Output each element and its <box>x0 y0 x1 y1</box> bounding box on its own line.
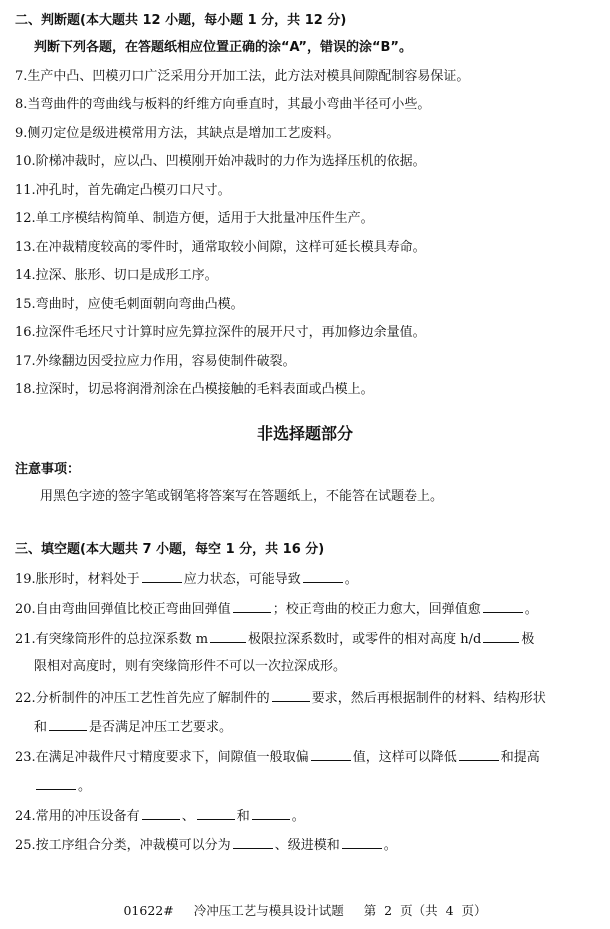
question-16: 16.拉深件毛坯尺寸计算时应先算拉深件的展开尺寸，再加修边余量值。 <box>15 325 426 340</box>
question-21: 21.有突缘筒形件的总拉深系数 m 极限拉深系数时，或零件的相对高度 h/d 极 <box>15 629 598 649</box>
answer-blank[interactable] <box>459 747 499 761</box>
page-footer <box>0 901 610 919</box>
answer-blank[interactable] <box>233 835 273 849</box>
section2-instruction: 判断下列各题，在答题纸相应位置正确的涂“A”，错误的涂“B”。 <box>34 40 412 55</box>
answer-blank[interactable] <box>142 569 182 583</box>
question-23: 23.在满足冲裁件尺寸精度要求下，间隙值一般取偏 值，这样可以降低 和提高 <box>15 747 598 767</box>
question-24: 24.常用的冲压设备有 、 和 。 <box>15 806 598 826</box>
answer-blank[interactable] <box>342 835 382 849</box>
answer-blank[interactable] <box>210 629 246 643</box>
question-25: 25.按工序组合分类，冲裁模可以分为 、级进模和 。 <box>15 835 598 855</box>
question-11: 11.冲孔时，首先确定凸模刃口尺寸。 <box>15 183 231 198</box>
notice-text: 用黑色字迹的签字笔或钢笔将答案写在答题纸上，不能答在试题卷上。 <box>40 489 444 504</box>
answer-blank[interactable] <box>233 599 271 613</box>
question-18: 18.拉深时，切忌将润滑剂涂在凸模接触的毛料表面或凸模上。 <box>15 382 374 397</box>
answer-blank[interactable] <box>49 717 87 731</box>
question-23-cont: 。 <box>34 776 598 796</box>
answer-blank[interactable] <box>483 599 523 613</box>
answer-blank[interactable] <box>197 806 235 820</box>
page-number: 第 2 页（共 4 页） <box>363 903 487 918</box>
section3-heading: 三、填空题(本大题共 7 小题，每空 1 分，共 16 分) <box>15 542 325 557</box>
question-13: 13.在冲裁精度较高的零件时，通常取较小间隙，这样可延长模具寿命。 <box>15 240 426 255</box>
question-19: 19.胀形时，材料处于 应力状态，可能导致 。 <box>15 569 598 589</box>
question-22-cont: 和 是否满足冲压工艺要求。 <box>34 717 598 737</box>
answer-blank[interactable] <box>272 688 310 702</box>
answer-blank[interactable] <box>311 747 351 761</box>
answer-blank[interactable] <box>36 776 76 790</box>
question-7: 7.生产中凸、凹模刃口广泛采用分开加工法，此方法对模具间隙配制容易保证。 <box>15 69 470 84</box>
answer-blank[interactable] <box>142 806 180 820</box>
question-9: 9.侧刃定位是级进模常用方法，其缺点是增加工艺废料。 <box>15 126 340 141</box>
question-12: 12.单工序模结构简单、制造方便，适用于大批量冲压件生产。 <box>15 211 374 226</box>
question-21-cont: 限相对高度时，则有突缘筒形件不可以一次拉深成形。 <box>34 659 347 674</box>
exam-title: 冷冲压工艺与模具设计试题 <box>193 903 344 918</box>
section2-heading: 二、判断题(本大题共 12 小题，每小题 1 分，共 12 分) <box>15 13 347 28</box>
answer-blank[interactable] <box>483 629 519 643</box>
question-15: 15.弯曲时，应使毛刺面朝向弯曲凸模。 <box>15 297 244 312</box>
notice-label: 注意事项： <box>15 462 81 477</box>
part-title: 非选择题部分 <box>256 424 353 443</box>
question-14: 14.拉深、胀形、切口是成形工序。 <box>15 268 218 283</box>
question-17: 17.外缘翻边因受拉应力作用，容易使制件破裂。 <box>15 354 296 369</box>
question-20: 20.自由弯曲回弹值比校正弯曲回弹值 ；校正弯曲的校正力愈大，回弹值愈 。 <box>15 599 598 619</box>
answer-blank[interactable] <box>252 806 290 820</box>
question-10: 10.阶梯冲裁时，应以凸、凹模刚开始冲裁时的力作为选择压机的依据。 <box>15 154 426 169</box>
exam-code: 01622# <box>123 903 174 918</box>
question-8: 8.当弯曲件的弯曲线与板料的纤维方向垂直时，其最小弯曲半径可小些。 <box>15 97 431 112</box>
question-22: 22.分析制件的冲压工艺性首先应了解制件的 要求，然后再根据制件的材料、结构形状 <box>15 688 598 708</box>
answer-blank[interactable] <box>303 569 343 583</box>
